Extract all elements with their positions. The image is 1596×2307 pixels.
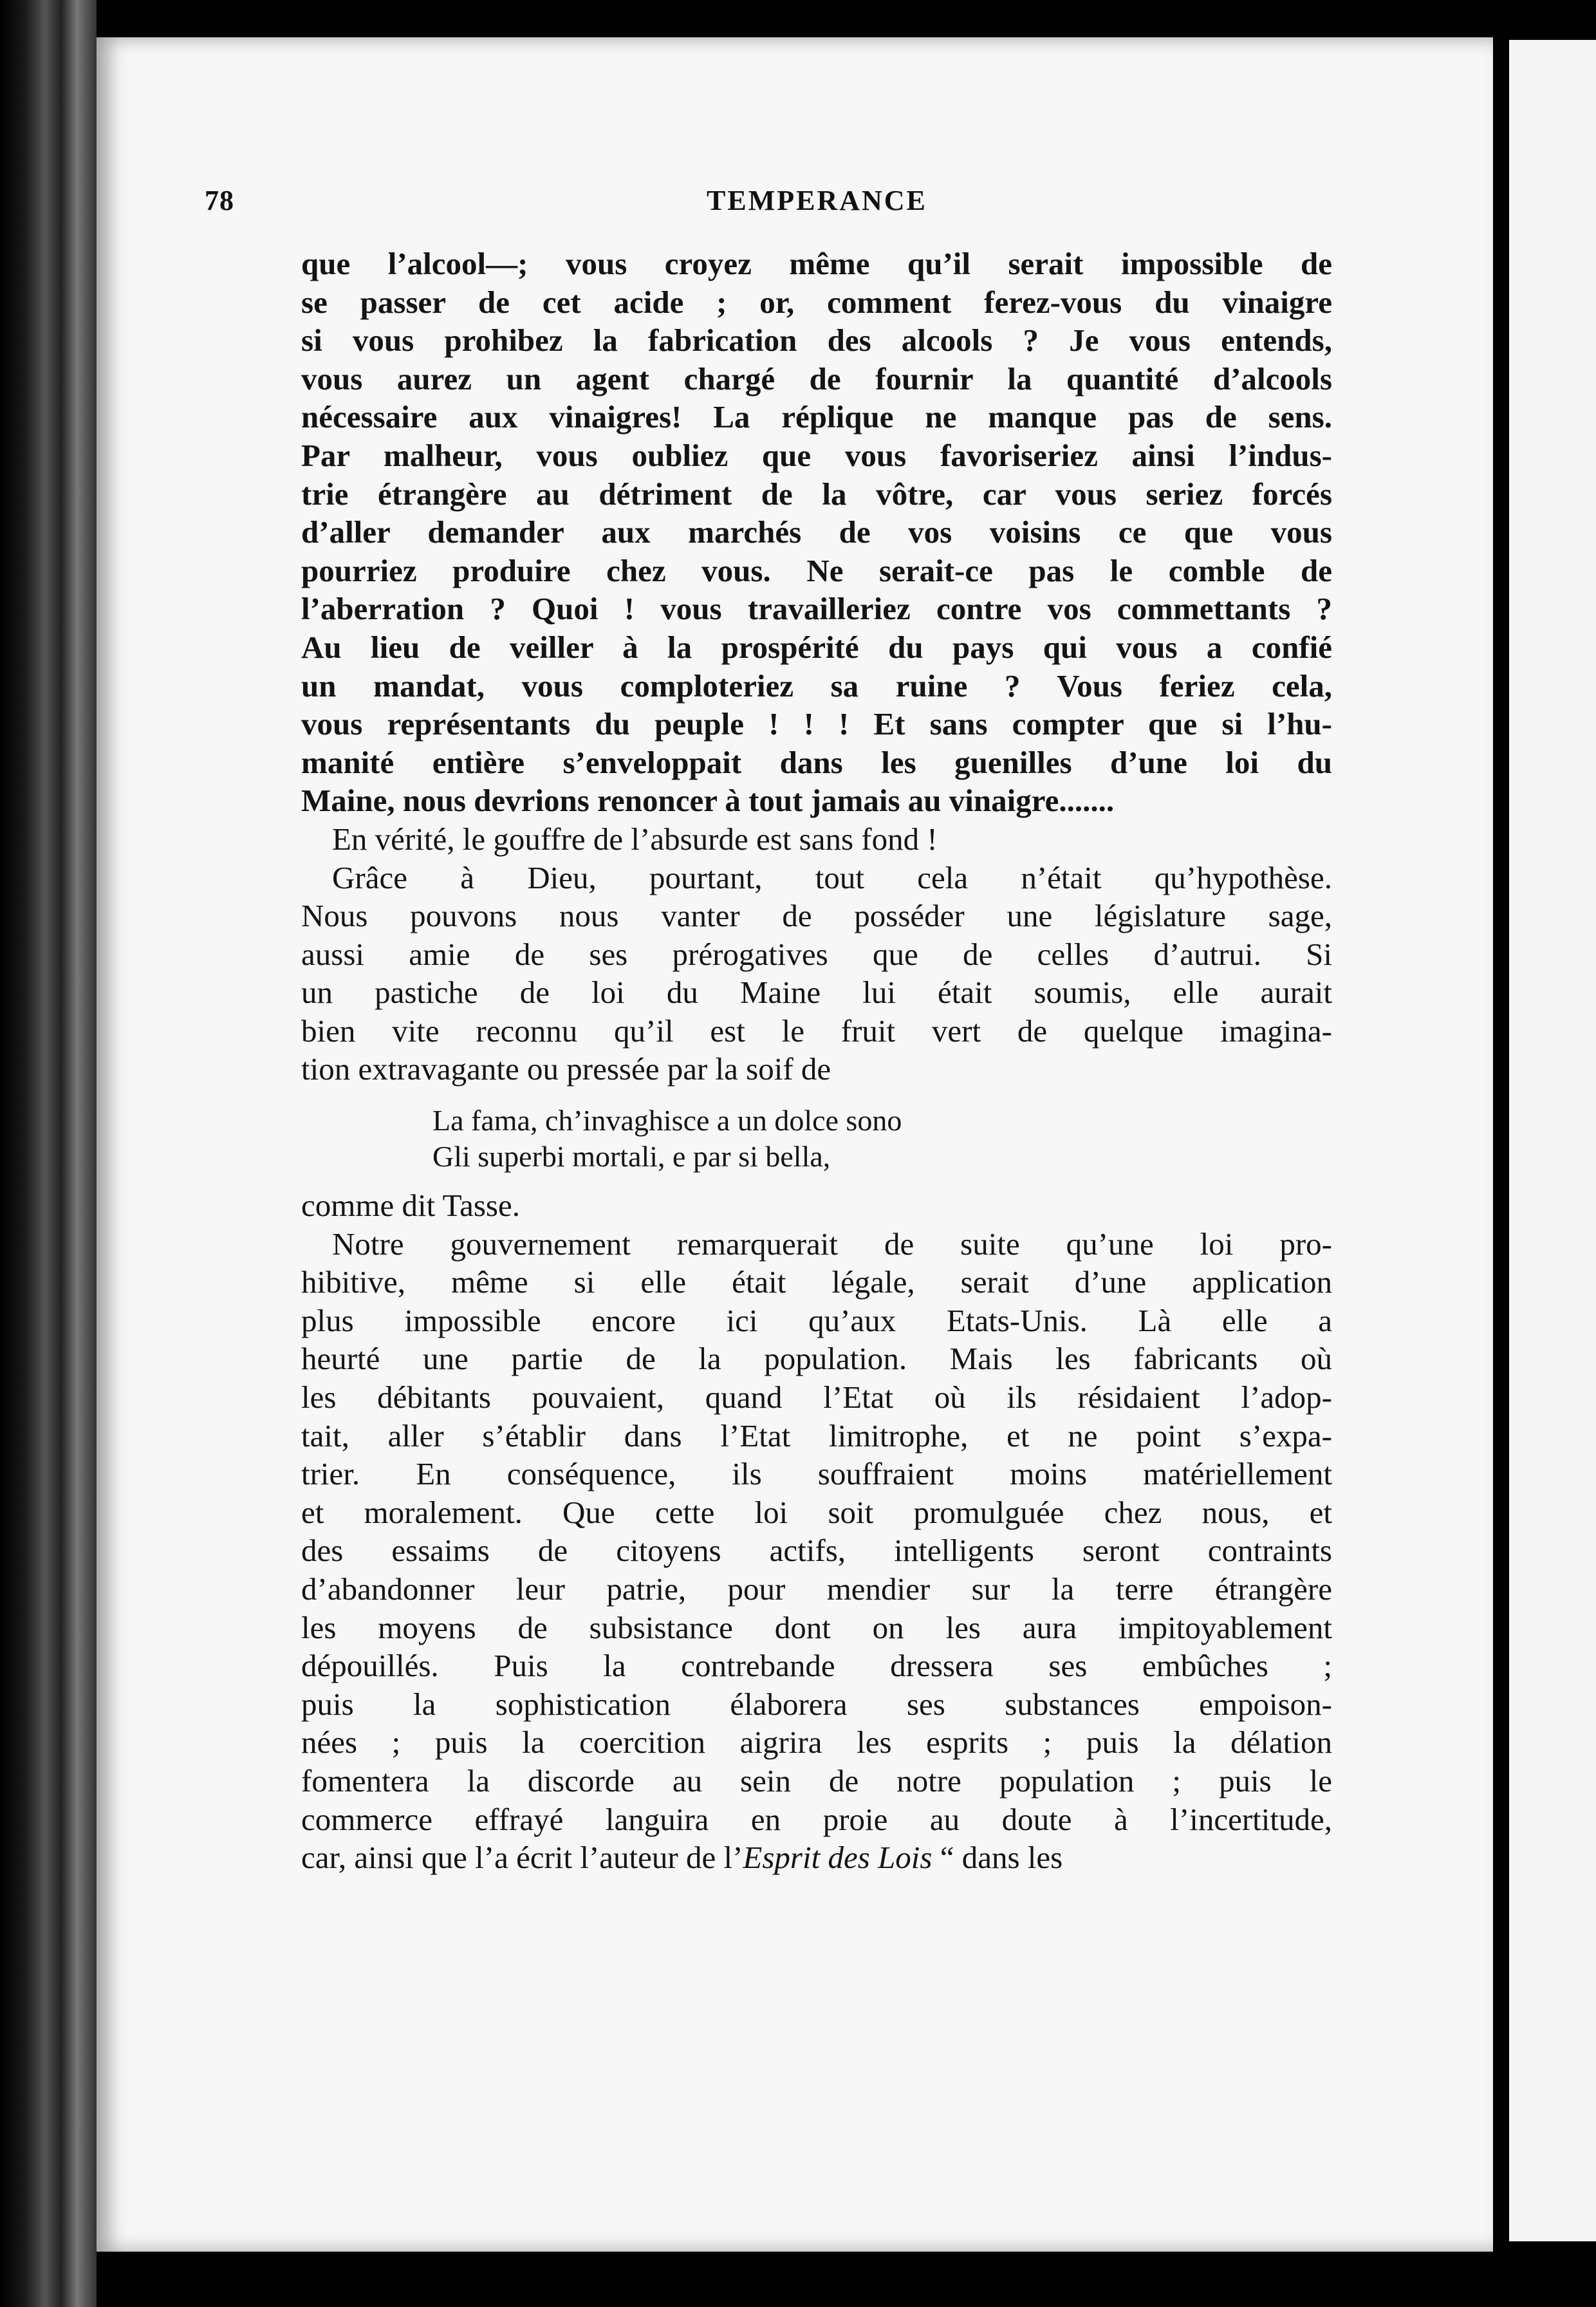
text-line: vous aurez un agent chargé de fournir la quantité d’alcools (301, 360, 1332, 397)
running-title: TEMPERANCE (707, 185, 927, 216)
italian-quotation (301, 1101, 1332, 1173)
text-line: manité entière s’enveloppait dans les guenilles d’une loi du (301, 744, 1332, 780)
text-line: aussi amie de ses prérogatives que de celles d’autrui. Si (301, 936, 1332, 972)
book-binding (0, 0, 97, 2307)
text-line: bien vite reconnu qu’il est le fruit vert de quelque imagina- (301, 1013, 1332, 1049)
text-line: trier. En conséquence, ils souffraient moins matériellement (301, 1456, 1332, 1492)
text-line: Par malheur, vous oubliez que vous favoriseriez ainsi l’indus- (301, 437, 1332, 473)
body-text (301, 245, 1332, 1877)
text-line: dépouillés. Puis la contrebande dressera ses embûches ; (301, 1648, 1332, 1684)
text-line: tion extravagante ou pressée par la soif de (301, 1051, 831, 1087)
text-line: d’abandonner leur patrie, pour mendier sur la terre étrangère (301, 1571, 1332, 1607)
text-line: se passer de cet acide ; or, comment ferez-vous du vinaigre (301, 284, 1332, 320)
final-line-end: “ dans les (932, 1840, 1063, 1876)
book-title-reference: Esprit des Lois (743, 1840, 933, 1876)
facing-page-edge (1509, 40, 1596, 2241)
text-line: heurté une partie de la population. Mais les fabricants où (301, 1341, 1332, 1377)
text-line: un pastiche de loi du Maine lui était soumis, elle aurait (301, 975, 1332, 1011)
text-line: puis la sophistication élaborera ses substances empoison- (301, 1686, 1332, 1722)
text-line: que l’alcool—; vous croyez même qu’il serait impossible de (301, 246, 1332, 281)
paragraph-3 (301, 859, 1332, 1089)
text-line: Au lieu de veiller à la prospérité du pays qui vous a confié (301, 629, 1332, 665)
running-head (205, 184, 1324, 229)
page-number: 78 (205, 185, 234, 216)
text-line: les débitants pouvaient, quand l’Etat où ils résidaient l’adop- (301, 1379, 1332, 1415)
text-line: plus impossible encore ici qu’aux Etats-Unis. Là elle a (301, 1302, 1332, 1338)
text-line: hibitive, même si elle était légale, serait d’une application (301, 1264, 1332, 1300)
text-line: pourriez produire chez vous. Ne serait-ce pas le comble de (301, 552, 1332, 588)
text-line: des essaims de citoyens actifs, intelligents seront contraints (301, 1533, 1332, 1569)
text-line: tait, aller s’établir dans l’Etat limitrophe, et ne point s’expa- (301, 1417, 1332, 1453)
paragraph-4 (301, 1225, 1332, 1839)
text-line: et moralement. Que cette loi soit promulguée chez nous, et (301, 1494, 1332, 1530)
text-line: Notre gouvernement remarquerait de suite qu’une loi pro- (332, 1226, 1332, 1262)
text-line: Grâce à Dieu, pourtant, tout cela n’était qu’hypothèse. (332, 859, 1332, 895)
text-line: nées ; puis la coercition aigrira les esprits ; puis la délation (301, 1724, 1332, 1761)
final-line (301, 1838, 1332, 1877)
text-line: un mandat, vous comploteriez sa ruine ? Vous feriez cela, (301, 668, 1332, 704)
text-line: En vérité, le gouffre de l’absurde est sans fond ! (332, 821, 938, 857)
text-line: l’aberration ? Quoi ! vous travailleriez contre vos commettants ? (301, 591, 1332, 627)
text-line: commerce effrayé languira en proie au doute à l’incertitude, (301, 1801, 1332, 1837)
text-line: vous représentants du peuple ! ! ! Et sans compter que si l’hu- (301, 706, 1332, 742)
text-line: nécessaire aux vinaigres! La réplique ne manque pas de sens. (301, 399, 1332, 435)
text-line: d’aller demander aux marchés de vos voisins ce que vous (301, 514, 1332, 550)
text-line: fomentera la discorde au sein de notre population ; puis le (301, 1762, 1332, 1798)
quote-attribution: comme dit Tasse. (301, 1188, 520, 1224)
text-line: Maine, nous devrions renoncer à tout jamais au vinaigre....... (301, 783, 1115, 819)
quote-line: Gli superbi mortali, e par si bella, (432, 1140, 831, 1173)
paragraph-1 (301, 245, 1332, 820)
text-line: les moyens de subsistance dont on les aura impitoyablement (301, 1609, 1332, 1645)
text-line: trie étrangère au détriment de la vôtre, car vous seriez forcés (301, 476, 1332, 512)
text-line: Nous pouvons nous vanter de posséder une législature sage, (301, 898, 1332, 934)
final-line-start: car, ainsi que l’a écrit l’auteur de l’ (301, 1840, 743, 1876)
paragraph-2 (301, 820, 1332, 859)
text-line: si vous prohibez la fabrication des alcools ? Je vous entends, (301, 322, 1332, 359)
quote-line: La fama, ch’invaghisce a un dolce sono (432, 1104, 902, 1137)
